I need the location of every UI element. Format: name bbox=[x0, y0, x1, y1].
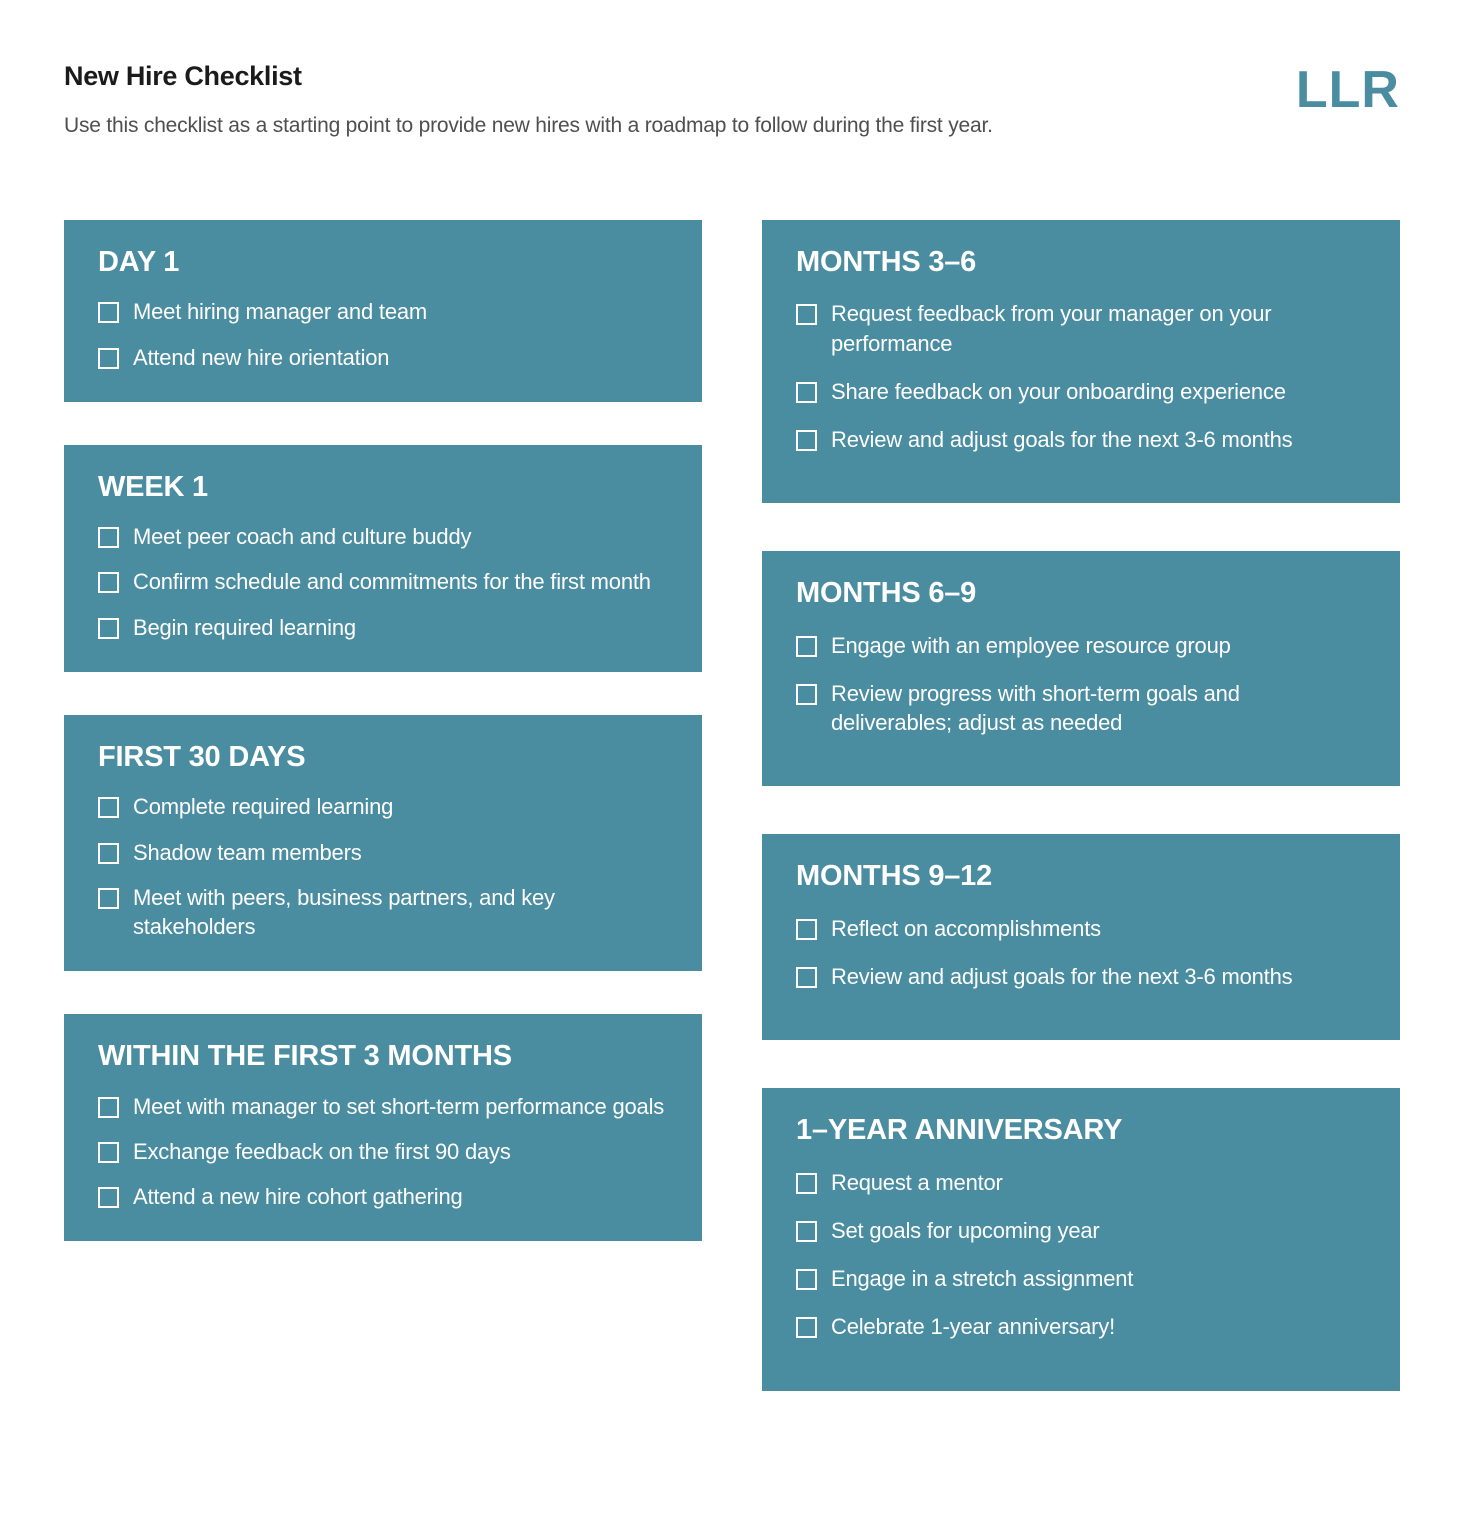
checklist-card-1-year-anniversary bbox=[762, 1088, 1400, 1390]
card-title: FIRST 30 DAYS bbox=[98, 740, 306, 773]
checklist-item-label: Reflect on accomplishments bbox=[831, 915, 1101, 941]
card-item-list bbox=[796, 299, 1366, 454]
checkbox-icon[interactable] bbox=[98, 527, 119, 548]
checklist-item-label: Review and adjust goals for the next 3-6 months bbox=[831, 427, 1293, 453]
card-item-list bbox=[796, 1168, 1366, 1342]
checklist-item[interactable] bbox=[98, 1137, 668, 1166]
checklist-item-label: Complete required learning bbox=[133, 794, 394, 820]
checkbox-icon[interactable] bbox=[796, 1221, 817, 1242]
checklist-item-label: Confirm schedule and commitments for the first month bbox=[133, 569, 651, 595]
checklist-item[interactable] bbox=[796, 299, 1366, 358]
checklist-item[interactable] bbox=[796, 1216, 1366, 1245]
checkbox-icon[interactable] bbox=[98, 1097, 119, 1118]
checklist-item-label: Request a mentor bbox=[831, 1169, 1003, 1195]
card-title: MONTHS 9–12 bbox=[796, 860, 993, 893]
checklist-item[interactable] bbox=[98, 613, 668, 642]
checklist-item[interactable] bbox=[796, 1312, 1366, 1341]
card-title: WEEK 1 bbox=[98, 470, 208, 503]
checklist-item-label: Meet with peers, business partners, and key stakeholders bbox=[133, 884, 555, 940]
document-header bbox=[64, 60, 1400, 170]
checklist-item[interactable] bbox=[98, 297, 668, 326]
checklist-card-first-30-days bbox=[64, 715, 702, 971]
card-title: MONTHS 3–6 bbox=[796, 246, 977, 278]
checklist-item[interactable] bbox=[796, 1168, 1366, 1197]
checklist-item[interactable] bbox=[796, 1264, 1366, 1293]
checkbox-icon[interactable] bbox=[796, 430, 817, 451]
checklist-item-label: Meet peer coach and culture buddy bbox=[133, 524, 472, 550]
checklist-item[interactable] bbox=[796, 962, 1366, 991]
checkbox-icon[interactable] bbox=[796, 919, 817, 940]
checklist-item[interactable] bbox=[98, 567, 668, 596]
checklist-item[interactable] bbox=[98, 343, 668, 372]
checklist-item-label: Celebrate 1-year anniversary! bbox=[831, 1314, 1116, 1340]
checkbox-icon[interactable] bbox=[796, 382, 817, 403]
page-title: New Hire Checklist bbox=[64, 61, 302, 91]
checklist-item-label: Shadow team members bbox=[133, 839, 362, 865]
checklist-item-label: Review and adjust goals for the next 3-6 months bbox=[831, 964, 1293, 990]
checklist-item[interactable] bbox=[796, 631, 1366, 660]
checklist-columns bbox=[64, 220, 1400, 1391]
checklist-item-label: Share feedback on your onboarding experience bbox=[831, 378, 1286, 404]
checkbox-icon[interactable] bbox=[796, 1173, 817, 1194]
checkbox-icon[interactable] bbox=[98, 843, 119, 864]
checklist-item[interactable] bbox=[98, 792, 668, 821]
checkbox-icon[interactable] bbox=[796, 1317, 817, 1338]
checkbox-icon[interactable] bbox=[98, 1142, 119, 1163]
checklist-item[interactable] bbox=[98, 522, 668, 551]
checklist-item[interactable] bbox=[796, 377, 1366, 406]
checkbox-icon[interactable] bbox=[98, 1187, 119, 1208]
checklist-item-label: Begin required learning bbox=[133, 614, 356, 640]
checklist-column-right bbox=[762, 220, 1400, 1391]
card-item-list bbox=[796, 631, 1366, 738]
checkbox-icon[interactable] bbox=[98, 572, 119, 593]
checkbox-icon[interactable] bbox=[98, 302, 119, 323]
checkbox-icon[interactable] bbox=[98, 618, 119, 639]
checklist-item[interactable] bbox=[98, 1092, 668, 1121]
checkbox-icon[interactable] bbox=[98, 348, 119, 369]
checklist-card-months-9-12 bbox=[762, 834, 1400, 1040]
checklist-item[interactable] bbox=[98, 883, 668, 942]
checklist-item[interactable] bbox=[98, 1182, 668, 1211]
card-title: DAY 1 bbox=[98, 246, 180, 278]
checklist-item-label: Attend new hire orientation bbox=[133, 344, 390, 370]
llr-logo: LLR bbox=[1295, 61, 1400, 119]
checkbox-icon[interactable] bbox=[796, 967, 817, 988]
card-item-list bbox=[796, 914, 1366, 992]
checklist-item[interactable] bbox=[98, 838, 668, 867]
checklist-item[interactable] bbox=[796, 679, 1366, 738]
checkbox-icon[interactable] bbox=[796, 636, 817, 657]
checklist-item-label: Request feedback from your manager on your performance bbox=[831, 301, 1272, 356]
checklist-column-left bbox=[64, 220, 702, 1241]
checklist-item-label: Meet hiring manager and team bbox=[133, 299, 428, 325]
checklist-item-label: Exchange feedback on the first 90 days bbox=[133, 1138, 511, 1164]
checkbox-icon[interactable] bbox=[796, 1269, 817, 1290]
card-title: WITHIN THE FIRST 3 MONTHS bbox=[98, 1040, 512, 1073]
checklist-card-months-6-9 bbox=[762, 551, 1400, 786]
checklist-item[interactable] bbox=[796, 914, 1366, 943]
page-subtitle: Use this checklist as a starting point to provide new hires with a roadmap to follow during the first year. bbox=[64, 114, 993, 138]
card-title: MONTHS 6–9 bbox=[796, 577, 977, 610]
checklist-card-within-the-first-3-months bbox=[64, 1014, 702, 1241]
card-title: 1–YEAR ANNIVERSARY bbox=[796, 1114, 1123, 1147]
checklist-card-week-1 bbox=[64, 445, 702, 672]
card-item-list bbox=[98, 522, 668, 642]
checklist-item-label: Engage with an employee resource group bbox=[831, 632, 1231, 658]
checklist-card-day-1 bbox=[64, 220, 702, 402]
checkbox-icon[interactable] bbox=[98, 888, 119, 909]
checklist-item-label: Engage in a stretch assignment bbox=[831, 1266, 1134, 1292]
checklist-card-months-3-6 bbox=[762, 220, 1400, 503]
card-item-list bbox=[98, 297, 668, 372]
checkbox-icon[interactable] bbox=[98, 797, 119, 818]
checklist-item-label: Meet with manager to set short-term performance goals bbox=[133, 1093, 665, 1119]
checklist-item[interactable] bbox=[796, 425, 1366, 454]
checklist-item-label: Attend a new hire cohort gathering bbox=[133, 1184, 463, 1210]
checklist-item-label: Review progress with short-term goals and deliverables; adjust as needed bbox=[831, 680, 1240, 736]
checkbox-icon[interactable] bbox=[796, 684, 817, 705]
card-item-list bbox=[98, 792, 668, 941]
card-item-list bbox=[98, 1092, 668, 1212]
checklist-item-label: Set goals for upcoming year bbox=[831, 1217, 1100, 1243]
checkbox-icon[interactable] bbox=[796, 304, 817, 325]
